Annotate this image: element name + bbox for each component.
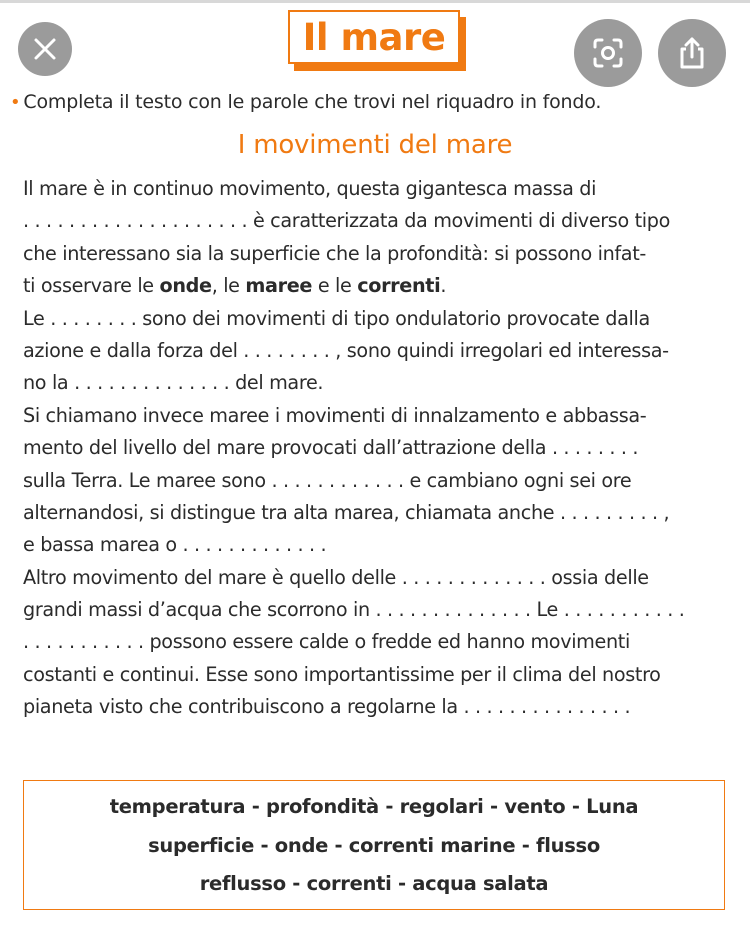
text-line: costanti e continui. Esse sono importantissime per il clima del nostro [23, 662, 661, 686]
text-line: pianeta visto che contribuiscono a regolarne la . . . . . . . . . . . . . . . [23, 695, 631, 719]
text-line: che interessano sia la superficie che la profondità: si possono infat- [23, 241, 646, 265]
text-line: Altro movimento del mare è quello delle . . . . . . . . . . . . . ossia delle [23, 565, 649, 589]
text-line [23, 270, 738, 302]
text-segment: , le [211, 274, 246, 298]
text-line: azione e dalla forza del . . . . . . . . , sono quindi irregolari ed interessa- [23, 338, 669, 362]
text-segment: . [440, 274, 447, 298]
section-title: I movimenti del mare [237, 130, 513, 160]
instruction-text: Completa il testo con le parole che trovi nel riquadro in fondo. [23, 91, 602, 113]
text-line: no la . . . . . . . . . . . . . . del mare. [23, 371, 324, 395]
text-line: Le . . . . . . . . sono dei movimenti di tipo ondulatorio provocate dalla [23, 306, 650, 330]
title-badge [288, 10, 466, 70]
page-title: Il mare [288, 10, 460, 64]
text-line: . . . . . . . . . . . . . . . . . . . . è caratterizzata da movimenti di diverso tipo [23, 209, 670, 233]
word-box [23, 780, 725, 910]
text-line: Il mare è in continuo movimento, questa gigantesca massa di [23, 177, 597, 200]
share-button[interactable] [658, 19, 726, 87]
bullet: • [10, 92, 21, 113]
text-line: sulla Terra. Le maree sono . . . . . . . . . . . . e cambiano ogni sei ore [23, 468, 632, 492]
instruction [10, 91, 601, 113]
word-box-line: temperatura - profondità - regolari - vento - Luna [109, 795, 639, 818]
text-line: alternandosi, si distingue tra alta marea, chiamata anche . . . . . . . . . , [23, 500, 670, 524]
text-segment: e le [312, 274, 358, 298]
share-icon [676, 36, 708, 70]
text-segment: ti osservare le [23, 274, 160, 298]
close-button[interactable] [18, 22, 72, 76]
word-box-line: superficie - onde - correnti marine - flusso [148, 834, 600, 857]
text-line: . . . . . . . . . . . possono essere calde o fredde ed hanno movimenti [23, 630, 630, 654]
exercise-text [23, 173, 738, 724]
text-line: mento del livello del mare provocati dall’attrazione della . . . . . . . . [23, 436, 639, 460]
bold-word-maree: maree [245, 274, 313, 298]
close-icon [32, 36, 58, 62]
bold-word-onde: onde [159, 274, 212, 298]
text-line: Si chiamano invece maree i movimenti di innalzamento e abbassa- [23, 403, 647, 427]
text-line: e bassa marea o . . . . . . . . . . . . . [23, 533, 327, 557]
top-divider [0, 0, 750, 3]
bold-word-correnti: correnti [357, 274, 441, 298]
lens-button[interactable] [574, 19, 642, 87]
lens-icon [591, 36, 625, 70]
text-line: grandi massi d’acqua che scorrono in . . . . . . . . . . . . . . Le . . . . . . . . . . . [23, 598, 685, 622]
word-box-line: reflusso - correnti - acqua salata [199, 872, 549, 895]
